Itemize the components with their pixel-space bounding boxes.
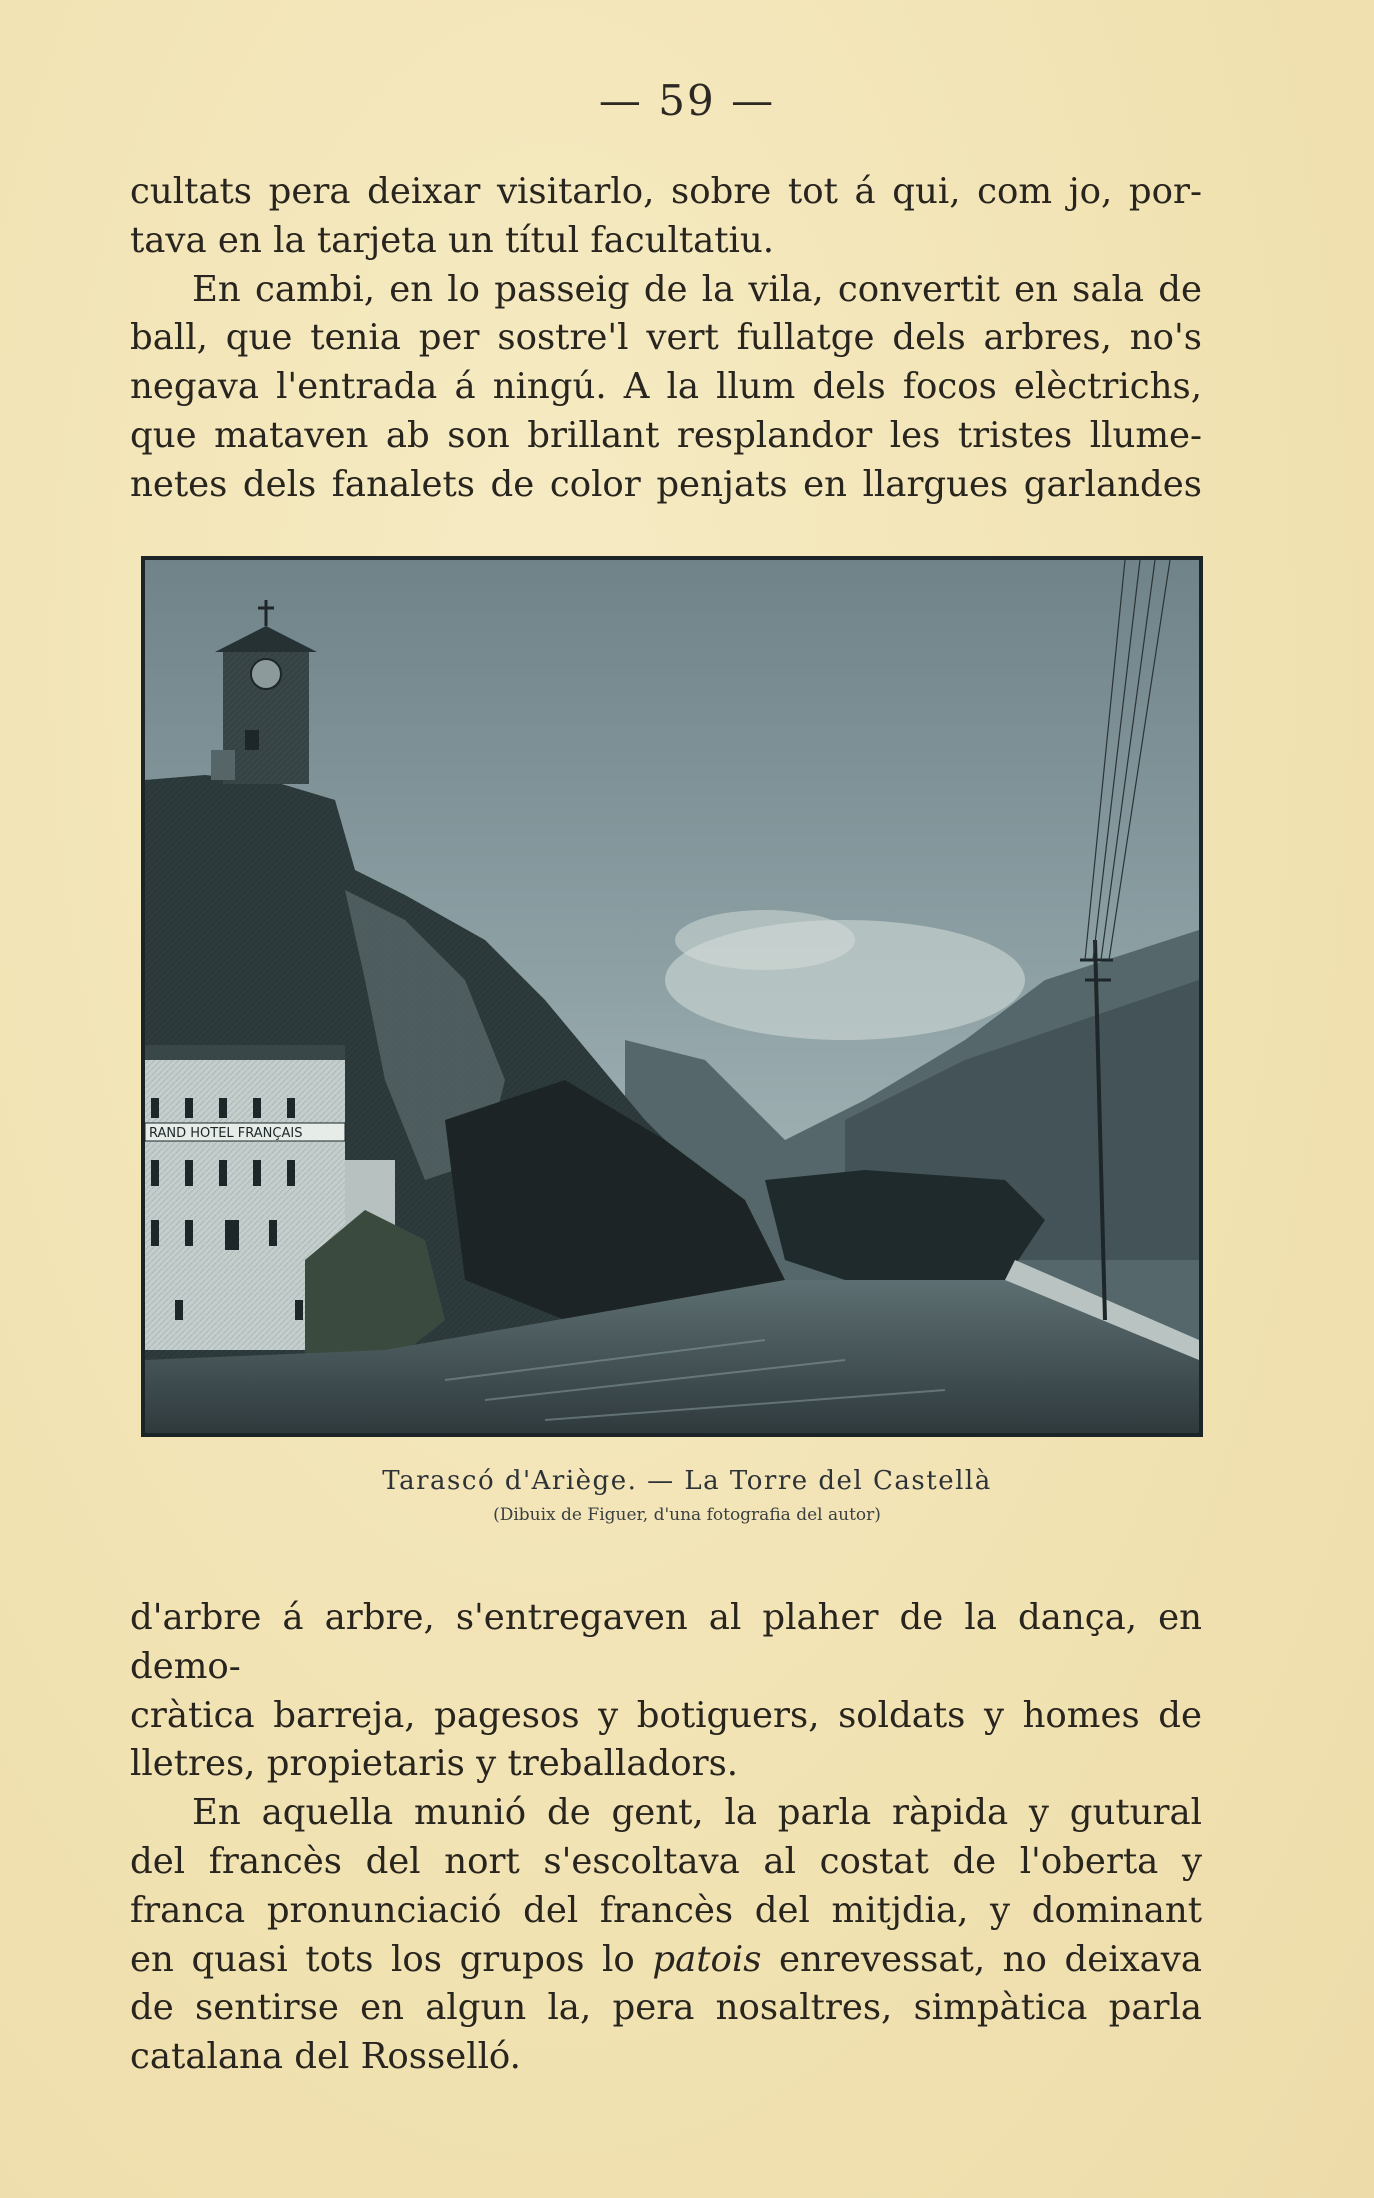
text-line: de sentirse en algun la, pera nosaltres, simpàtica parla [130, 1987, 1202, 2029]
figure-credit: (Dibuix de Figuer, d'una fotografia del autor) [493, 1505, 881, 1525]
text-line: que mataven ab son brillant resplandor les tristes llume- [130, 414, 1202, 456]
hotel-sign-text: RAND HOTEL FRANÇAIS [149, 1126, 303, 1141]
illustration-tarasco-tower [141, 556, 1203, 1437]
text-line: negava l'entrada á ningú. A la llum dels focos elèctrichs, [130, 366, 1202, 408]
text-line: franca pronunciació del francès del mitjdia, y dominant [130, 1889, 1202, 1931]
text-segment: enrevessat, no deixava [761, 1938, 1202, 1980]
text-line: lletres, propietaris y treballadors. [130, 1743, 739, 1785]
italic-word-patois: patois [652, 1938, 762, 1980]
text-line: del francès del nort s'escoltava al costat de l'oberta y [130, 1840, 1202, 1882]
text-line: netes dels fanalets de color penjats en llargues garlandes [130, 463, 1202, 505]
paragraph-block-top [130, 168, 1202, 510]
text-line: d'arbre á arbre, s'entregaven al plaher de la dança, en demo- [130, 1597, 1202, 1687]
text-line: En aquella munió de gent, la parla ràpida y gutural [192, 1792, 1202, 1834]
text-line: catalana del Rosselló. [130, 2036, 521, 2078]
text-line: cultats pera deixar visitarlo, sobre tot á qui, com jo, por- [130, 171, 1202, 212]
text-line: ball, que tenia per sostre'l vert fullatge dels arbres, no's [130, 317, 1202, 359]
text-line: En cambi, en lo passeig de la vila, convertit en sala de [192, 268, 1202, 310]
text-line: tava en la tarjeta un títul facultatiu. [130, 219, 775, 261]
page-number: — 59 — [598, 76, 776, 125]
text-line-with-italic [130, 1936, 1202, 1985]
text-line: cràtica barreja, pagesos y botiguers, soldats y homes de [130, 1694, 1202, 1736]
figure-caption: Tarascó d'Ariège. — La Torre del Castellà [382, 1466, 992, 1496]
paragraph-block-bottom [130, 1594, 1202, 2082]
text-segment: en quasi tots los grupos lo [130, 1938, 653, 1980]
